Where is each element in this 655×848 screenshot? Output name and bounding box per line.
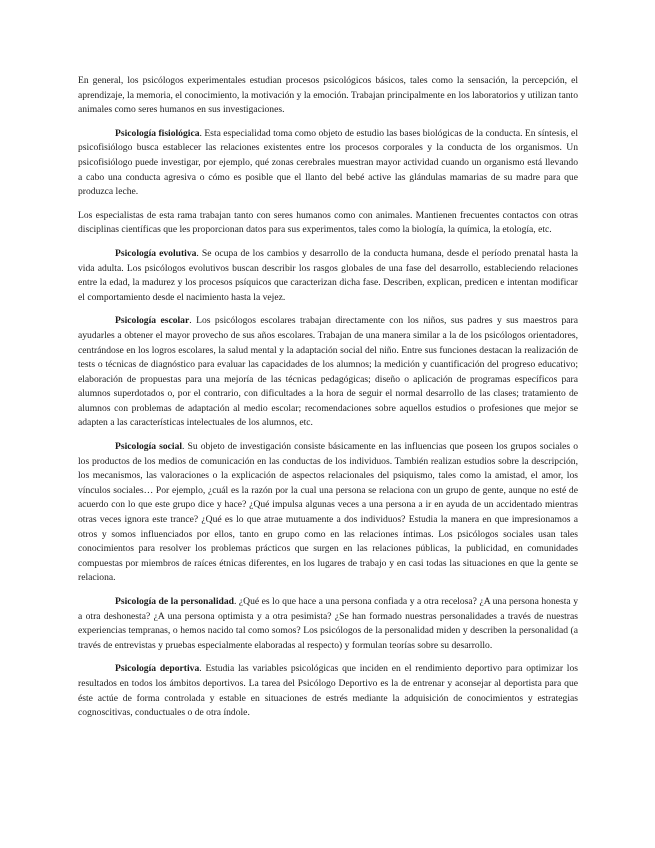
document-page [78,74,578,730]
paragraph-psicologia-fisiologica [78,127,578,200]
paragraph-psicologia-deportiva [78,662,578,720]
section-heading: Psicología fisiológica [115,127,200,139]
section-heading: Psicología social [115,441,183,453]
section-heading: Psicología evolutiva [115,247,197,259]
section-heading: Psicología escolar [115,315,190,327]
paragraph-intro [78,74,578,118]
paragraph-text: . Se ocupa de los cambios y desarrollo de la conducta humana, desde el período prenatal hasta la vida adulta. Los psicólogos evolutivos buscan describir los rasgos globales de una fase del desarrollo, estableciendo relaciones entre la edad, la madurez y los procesos psíquicos que caracterizan dicha fase. Describen, explican, predicen e intentan modificar el comportamiento desde el nacimiento hasta la vejez. [78,247,578,303]
paragraph-psicologia-escolar [78,314,578,431]
paragraph-text: . Su objeto de investigación consiste básicamente en las influencias que poseen los grupos sociales o los productos de los medios de comunicación en las conductas de los individuos. También realizan estudios sobre la descripción, los mecanismos, las valoraciones o la explicación de aspectos relacionales del psiquismo, tales como la amistad, el amor, los vínculos sociales… Por ejemplo, ¿cuál es la razón por la cual una persona se relaciona con un grupo de gente, aunque no esté de acuerdo con lo que este grupo dice y hace? ¿Qué impulsa algunas veces a una persona a ir en ayuda de un accidentado mientras otras veces ignora este trance? ¿Qué es lo que atrae mutuamente a dos individuos? Estudia la manera en que impresionamos a otros y somos influenciados por ellos, tanto en grupo como en las relaciones íntimas. Los psicólogos sociales usan tales conocimientos para resolver los problemas prácticos que surgen en las relaciones públicas, la publicidad, en comunidades compuestas por miembros de raíces étnicas diferentes, en los lugares de trabajo y en casi todas las situaciones en que la gente se relaciona. [78,441,578,584]
paragraph-text: Los especialistas de esta rama trabajan tanto con seres humanos como con animales. Mantienen frecuentes contactos con otras disciplinas científicas que les proporcionan datos para sus experimentos, tales como la biología, la química, la etología, etc. [78,209,578,236]
paragraph-text: . Esta especialidad toma como objeto de estudio las bases biológicas de la conducta. En síntesis, el psicofisiólogo busca establecer las relaciones existentes entre los procesos corporales y la conducta de los organismos. Un psicofisiólogo puede investigar, por ejemplo, qué zonas cerebrales muestran mayor actividad cuando un organismo está llevando a cabo una conducta agresiva o cómo es posible que el llanto del bebé active las glándulas mamarias de su madre para que produzca leche. [78,127,578,198]
paragraph-psicologia-personalidad [78,595,578,653]
paragraph-psicologia-social [78,440,578,586]
paragraph-especialistas [78,209,578,238]
paragraph-text: . ¿Qué es lo que hace a una persona confiada y a otra recelosa? ¿A una persona honesta y a otra deshonesta? ¿A una persona optimista y a otra pesimista? ¿Se han formado nuestras personalidades a través de nuestras experiencias tempranas, o hemos nacido tal como somos? Los psicólogos de la personalidad miden y describen la personalidad (a través de entrevistas y pruebas especialmente elaboradas al respecto) y formulan teorías sobre su desarrollo. [78,596,578,651]
paragraph-text: . Los psicólogos escolares trabajan directamente con los niños, sus padres y sus maestros para ayudarles a obtener el mayor provecho de sus años escolares. Trabajan de una manera similar a la de los psicólogos orientadores, centrándose en los logros escolares, la salud mental y la adaptación social del niño. Entre sus funciones destacan la realización de tests o técnicas de diagnóstico para evaluar las capacidades de los alumnos; la medición y cuantificación del progreso educativo; elaboración de propuestas para una mejoría de las técnicas pedagógicas; diseño o aplicación de programas específicos para alumnos superdotados o, por el contrario, con dificultades a la hora de seguir el normal desarrollo de las clases; tratamiento de alumnos con problemas de adaptación al medio escolar; recomendaciones sobre aquellos estudios o profesiones que mejor se adapten a las características intelectuales de los alumnos, etc. [78,315,578,429]
section-heading: Psicología deportiva [115,663,200,675]
section-heading: Psicología de la personalidad [115,596,234,607]
paragraph-psicologia-evolutiva [78,247,578,305]
paragraph-text: En general, los psicólogos experimentales estudian procesos psicológicos básicos, tales como la sensación, la percepción, el aprendizaje, la memoria, el conocimiento, la motivación y la emoción. Trabajan principalmente en los laboratorios y utilizan tanto animales como seres humanos en sus investigaciones. [78,75,578,116]
paragraph-text: . Estudia las variables psicológicas que inciden en el rendimiento deportivo para optimizar los resultados en todos los ámbitos deportivos. La tarea del Psicólogo Deportivo es la de entrenar y aconsejar al deportista para que éste actúe de forma controlada y estable en situaciones de estrés mediante la adquisición de conocimientos y estrategias cognoscitivas, conductuales o de otra índole. [78,663,578,719]
